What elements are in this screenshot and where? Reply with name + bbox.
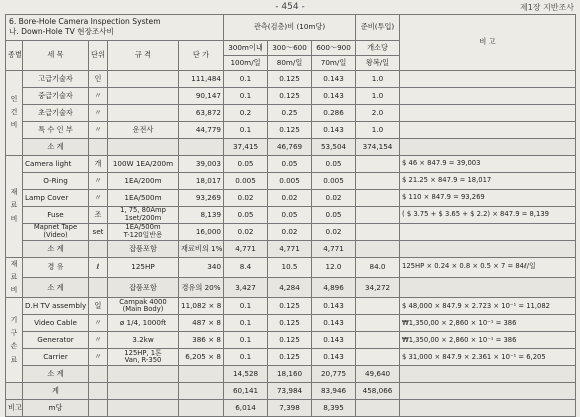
spec-cell [108,104,179,121]
table-row [6,121,576,138]
spec-line-1: 125HP, 1톤 [124,349,162,358]
d3-cell: 0.02 [312,189,356,206]
note-cell: $ 21.25 × 847.9 = 18,017 [400,172,576,189]
table-row [6,155,576,172]
spec-cell [108,298,179,315]
note-cell [400,277,576,297]
group-equipment: 기구손료 [6,298,23,383]
d3-cell: 0.143 [312,315,356,332]
unit-price-header: 단 가 [179,40,224,70]
d1-cell: 0.2 [224,104,268,121]
unit-header: 단위 [89,40,108,70]
unit-cell: 〃 [89,121,108,138]
prep-cell [356,298,400,315]
item-cell: 계 [23,383,89,400]
d1-cell: 0.1 [224,298,268,315]
unit-cell: 개 [89,155,108,172]
subtotal-row [6,240,576,257]
prep-cell [356,206,400,223]
d1-cell: 0.1 [224,332,268,349]
price-cell: 340 [179,257,224,277]
prep-cell: 374,154 [356,138,400,155]
spec-cell [108,223,179,240]
d2-cell: 0.005 [268,172,312,189]
price-cell: 386 × 8 [179,332,224,349]
spec-cell: 1EA/500m [108,189,179,206]
item-cell: 중급기술자 [23,87,89,104]
d1-cell: 0.02 [224,223,268,240]
section-tag: 제1장 지반조사 [519,3,574,12]
table-row [6,257,576,277]
unit-cell [89,400,108,417]
note-cell [400,70,576,87]
unit-cell: ℓ [89,257,108,277]
spec-cell [108,366,179,383]
price-cell: 8,139 [179,206,224,223]
unit-cell [89,366,108,383]
d1-cell: 37,415 [224,138,268,155]
unit-cell: 〃 [89,332,108,349]
prep-cell: 34,272 [356,277,400,297]
item-cell: 소 계 [23,138,89,155]
price-cell: 재료비의 1% [179,240,224,257]
price-cell: 경유의 20% [179,277,224,297]
note-cell [400,400,576,417]
item-cell: Camera light [23,155,89,172]
item-cell: 초급기술자 [23,104,89,121]
d3-cell: 0.05 [312,206,356,223]
spec-cell [108,206,179,223]
spec-cell [108,349,179,366]
unit-cell: 조 [89,206,108,223]
depth2-header: 300～600 [268,40,312,55]
spec-cell: 3.2kw [108,332,179,349]
item-cell: 소 계 [23,240,89,257]
d2-cell: 18,160 [268,366,312,383]
price-cell [179,366,224,383]
d3-cell: 0.143 [312,332,356,349]
spec-cell: 125HP [108,257,179,277]
table-row [6,87,576,104]
unit-cell: 〃 [89,104,108,121]
item-cell: Lamp Cover [23,189,89,206]
d1-cell: 6,014 [224,400,268,417]
d2-cell: 0.125 [268,298,312,315]
prep-cell [356,400,400,417]
group-labor: 인건비 [6,70,23,155]
spec-line-2: T-120일반용 [123,230,163,239]
prep-rate-header: 왕복/일 [356,55,400,70]
unit-cell: 〃 [89,349,108,366]
spec-cell [108,400,179,417]
category-header: 종별 [6,40,23,70]
unit-cell: 〃 [89,87,108,104]
price-cell: 487 × 8 [179,315,224,332]
d2-cell: 4,771 [268,240,312,257]
d1-cell: 0.005 [224,172,268,189]
prep-cell: 1.0 [356,70,400,87]
rate2-header: 80m/일 [268,55,312,70]
d1-cell: 0.1 [224,87,268,104]
item-cell [23,223,89,240]
table-row [6,172,576,189]
note-cell [400,383,576,400]
item-cell: 고급기술자 [23,70,89,87]
d3-cell: 0.005 [312,172,356,189]
group-material: 재료비 [6,155,23,257]
note-cell: $ 46 × 847.9 = 39,003 [400,155,576,172]
table-row [6,315,576,332]
item-cell: Carrier [23,349,89,366]
unit-cell: 인 [89,70,108,87]
d3-cell: 4,771 [312,240,356,257]
d3-cell: 0.143 [312,298,356,315]
d3-cell: 8,395 [312,400,356,417]
note-cell: ₩1,350,00 × 2,860 × 10⁻¹ = 386 [400,315,576,332]
total-row [6,383,576,400]
page-number: - 454 - [275,2,305,12]
price-cell: 90,147 [179,87,224,104]
d3-cell: 20,775 [312,366,356,383]
d2-cell: 73,984 [268,383,312,400]
price-cell [179,138,224,155]
group-material-fuel: 재료비 [6,257,23,298]
spec-line-2: Van, R-350 [124,356,162,365]
prep-cell [356,240,400,257]
unit-cell: 〃 [89,189,108,206]
d2-cell: 0.125 [268,315,312,332]
note-cell: 125HP × 0.24 × 0.8 × 0.5 × 7 = 84ℓ/일 [400,257,576,277]
item-cell: 특 수 인 부 [23,121,89,138]
per-meter-row [6,400,576,417]
note-cell: ₩1,350,00 × 2,860 × 10⁻¹ = 386 [400,332,576,349]
table-row [6,349,576,366]
spec-cell [108,87,179,104]
prep-cell [356,315,400,332]
unit-cell: 〃 [89,172,108,189]
spec-cell: 잡품포함 [108,277,179,297]
unit-cell [89,138,108,155]
d3-cell: 0.143 [312,349,356,366]
depth3-header: 600～900 [312,40,356,55]
spec-cell [108,383,179,400]
d1-cell: 0.1 [224,315,268,332]
item-cell: Generator [23,332,89,349]
unit-cell: set [89,223,108,240]
prep-cell: 1.0 [356,121,400,138]
unit-cell: 〃 [89,315,108,332]
spec-cell [108,70,179,87]
rate3-header: 70m/일 [312,55,356,70]
spec-cell [108,138,179,155]
d2-cell: 0.02 [268,189,312,206]
d2-cell: 0.05 [268,155,312,172]
subtotal-row [6,277,576,297]
item-line-2: (Video) [43,230,68,239]
note-cell [400,240,576,257]
prep-cell: 1.0 [356,87,400,104]
d3-cell: 0.05 [312,155,356,172]
table-title [6,15,224,41]
prep-count-header: 개소당 [356,40,400,55]
d1-cell: 0.05 [224,155,268,172]
d2-cell: 0.125 [268,349,312,366]
item-cell: Fuse [23,206,89,223]
d3-cell: 12.0 [312,257,356,277]
d2-cell: 10.5 [268,257,312,277]
item-cell: O-Ring [23,172,89,189]
group-blank [6,383,23,400]
price-cell: 11,082 × 8 [179,298,224,315]
title-line-2: 나. Down-Hole TV 현장조사비 [9,27,114,37]
item-cell: 소 계 [23,277,89,297]
d1-cell: 0.05 [224,206,268,223]
subtotal-row [6,138,576,155]
prep-cell [356,332,400,349]
d3-cell: 4,896 [312,277,356,297]
prep-cell [356,155,400,172]
table-row [6,189,576,206]
d2-cell: 0.25 [268,104,312,121]
title-line-1: 6. Bore-Hole Camera Inspection System [9,17,161,26]
table-row [6,332,576,349]
spec-line-1: 1, 75, 80Amp [120,206,166,215]
d1-cell: 0.1 [224,70,268,87]
d2-cell: 46,769 [268,138,312,155]
d1-cell: 8.4 [224,257,268,277]
item-cell: 경 유 [23,257,89,277]
note-cell [400,223,576,240]
measure-group-header: 관측(검층)비 (10m당) [224,15,356,41]
d1-cell: 14,528 [224,366,268,383]
prep-cell: 2.0 [356,104,400,121]
spec-cell: 운전사 [108,121,179,138]
note-cell: ( $ 3.75 + $ 3.65 + $ 2.2) × 847.9 = 8,139 [400,206,576,223]
d3-cell: 53,504 [312,138,356,155]
price-cell [179,383,224,400]
price-cell [179,400,224,417]
d3-cell: 0.143 [312,87,356,104]
note-cell [400,121,576,138]
item-cell: 소 계 [23,366,89,383]
prep-cell: 458,066 [356,383,400,400]
item-cell: D.H TV assembly [23,298,89,315]
unit-cell [89,240,108,257]
price-cell: 44,779 [179,121,224,138]
group-remark: 비고 [6,400,23,417]
note-cell [400,366,576,383]
d1-cell: 0.02 [224,189,268,206]
table-row [6,206,576,223]
d3-cell: 0.286 [312,104,356,121]
rate1-header: 100m/일 [224,55,268,70]
spec-cell: ø 1/4, 1000ft [108,315,179,332]
price-cell: 16,000 [179,223,224,240]
note-cell: $ 31,000 × 847.9 × 2.361 × 10⁻¹ = 6,205 [400,349,576,366]
price-cell: 39,003 [179,155,224,172]
prep-cell [356,189,400,206]
price-cell: 111,484 [179,70,224,87]
table-row [6,70,576,87]
table-row [6,223,576,240]
item-header: 세 목 [23,40,89,70]
note-cell: $ 48,000 × 847.9 × 2.723 × 10⁻¹ = 11,082 [400,298,576,315]
d2-cell: 0.125 [268,87,312,104]
table-row [6,298,576,315]
table-row [6,104,576,121]
prep-cell [356,172,400,189]
prep-group-header: 준비(투입) [356,15,400,41]
spec-cell: 100W 1EA/200m [108,155,179,172]
d2-cell: 4,284 [268,277,312,297]
price-cell: 18,017 [179,172,224,189]
d3-cell: 0.02 [312,223,356,240]
unit-cell [89,277,108,297]
d1-cell: 3,427 [224,277,268,297]
d3-cell: 0.143 [312,121,356,138]
subtotal-row [6,366,576,383]
spec-line-1: Campak 4000 [119,298,167,307]
d2-cell: 0.02 [268,223,312,240]
d2-cell: 7,398 [268,400,312,417]
prep-cell: 49,640 [356,366,400,383]
spec-cell: 1EA/200m [108,172,179,189]
price-cell: 6,205 × 8 [179,349,224,366]
prep-cell: 84.0 [356,257,400,277]
spec-line-1: 1EA/500m [125,223,161,232]
d1-cell: 0.1 [224,121,268,138]
price-cell: 93,269 [179,189,224,206]
title-row [6,15,576,41]
item-cell: Video Cable [23,315,89,332]
prep-cell [356,223,400,240]
item-line-1: Mapnet Tape [33,223,78,232]
cost-table [5,14,576,417]
d2-cell: 0.125 [268,332,312,349]
note-cell [400,87,576,104]
d2-cell: 0.125 [268,121,312,138]
d3-cell: 0.143 [312,70,356,87]
depth1-header: 300m이내 [224,40,268,55]
spec-line-2: 1set/200m [124,213,162,222]
remarks-header: 비 고 [400,15,576,71]
note-cell [400,104,576,121]
price-cell: 63,872 [179,104,224,121]
prep-cell [356,349,400,366]
item-cell: m당 [23,400,89,417]
d1-cell: 60,141 [224,383,268,400]
note-cell: $ 110 × 847.9 = 93,269 [400,189,576,206]
unit-cell: 일 [89,298,108,315]
spec-cell: 잡품포함 [108,240,179,257]
d1-cell: 4,771 [224,240,268,257]
spec-line-2: (Main Body) [122,305,164,314]
d2-cell: 0.05 [268,206,312,223]
d1-cell: 0.1 [224,349,268,366]
d2-cell: 0.125 [268,70,312,87]
spec-header: 규 격 [108,40,179,70]
note-cell [400,138,576,155]
unit-cell [89,383,108,400]
d3-cell: 83,946 [312,383,356,400]
